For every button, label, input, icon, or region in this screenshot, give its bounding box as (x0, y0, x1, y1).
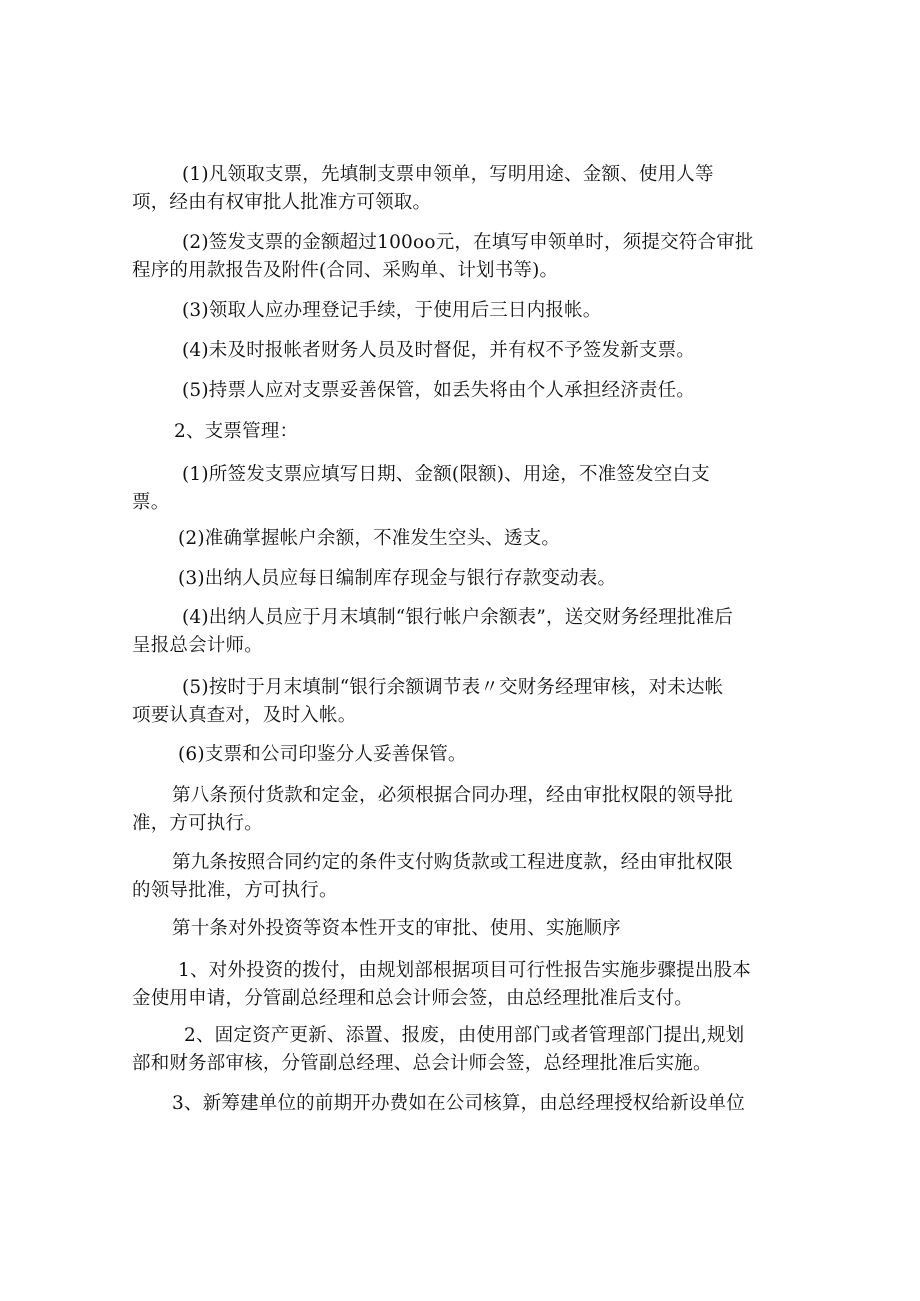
paragraph-reconciliation (132, 674, 792, 730)
text-line: 项要认真查对，及时入帐。 (132, 705, 357, 726)
text-line: (3)领取人应办理登记手续，于使用后三日内报帐。 (182, 300, 602, 321)
paragraph-cheque-custody (132, 377, 792, 405)
text-line: 第九条按照合同约定的条件支付购货款或工程进度款，经由审批权限 (172, 852, 734, 873)
text-line: 3、新筹建单位的前期开办费如在公司核算，由总经理授权给新设单位 (172, 1093, 745, 1114)
text-line: 2、固定资产更新、添置、报废，由使用部门或者管理部门提出,规划 (184, 1025, 745, 1046)
article-9 (132, 849, 792, 905)
text-line: 金使用申请，分管副总经理和总会计师会签，由总经理批准后支付。 (132, 988, 694, 1009)
article-10 (132, 915, 792, 943)
paragraph-cheque-fill (132, 461, 792, 517)
text-line: (3)出纳人员应每日编制库存现金与银行存款变动表。 (178, 568, 617, 589)
text-line: 第十条对外投资等资本性开支的审批、使用、实施顺序 (172, 918, 621, 939)
text-line: 1、对外投资的拨付，由规划部根据项目可行性报告实施步骤提出股本 (178, 960, 751, 981)
paragraph-investment-allocation (132, 957, 792, 1013)
text-line: 部和财务部审核，分管副总经理、总会计师会签，总经理批准后实施。 (132, 1053, 712, 1074)
paragraph-cheque-reminder (132, 337, 792, 365)
paragraph-bank-balance-table (132, 604, 792, 660)
paragraph-cash-report (132, 565, 792, 593)
text-line: 程序的用款报告及附件(合同、采购单、计划书等)。 (132, 260, 559, 281)
paragraph-cheque-register (132, 297, 792, 325)
text-line: 准，方可执行。 (132, 813, 263, 834)
section-heading-cheque-management (132, 418, 792, 446)
text-line: 项，经由有权审批人批准方可领取。 (132, 192, 432, 213)
text-line: (6)支票和公司印鉴分人妥善保管。 (178, 744, 467, 765)
text-line: (1)所签发支票应填写日期、金额(限额)、用途，不准签发空白支 (182, 464, 710, 485)
paragraph-fixed-assets (132, 1022, 792, 1078)
paragraph-account-balance (132, 525, 792, 553)
text-line: (4)未及时报帐者财务人员及时督促，并有权不予签发新支票。 (182, 340, 696, 361)
text-line: (1)凡领取支票，先填制支票申领单，写明用途、金额、使用人等 (182, 164, 714, 185)
paragraph-new-unit-expenses (132, 1090, 792, 1118)
article-8 (132, 782, 792, 838)
paragraph-cheque-apply (132, 161, 792, 217)
paragraph-seal-custody (132, 741, 792, 769)
text-line: 第八条预付货款和定金，必须根据合同办理，经由审批权限的领导批 (172, 785, 734, 806)
text-line: (5)按时于月末填制“银行余额调节表〃交财务经理审核，对未达帐 (182, 677, 724, 698)
text-line: (5)持票人应对支票妥善保管，如丢失将由个人承担经济责任。 (182, 380, 696, 401)
text-line: 的领导批准，方可执行。 (132, 880, 338, 901)
text-line: 2、支票管理： (174, 421, 299, 442)
text-line: (4)出纳人员应于月末填制“银行帐户余额表”，送交财务经理批准后 (182, 607, 734, 628)
text-line: (2)签发支票的金额超过100oo元，在填写申领单时，须提交符合审批 (182, 232, 754, 253)
text-line: (2)准确掌握帐户余额，不准发生空头、透支。 (178, 528, 561, 549)
text-line: 呈报总会计师。 (132, 635, 263, 656)
text-line: 票。 (132, 492, 170, 513)
paragraph-cheque-amount (132, 229, 792, 285)
